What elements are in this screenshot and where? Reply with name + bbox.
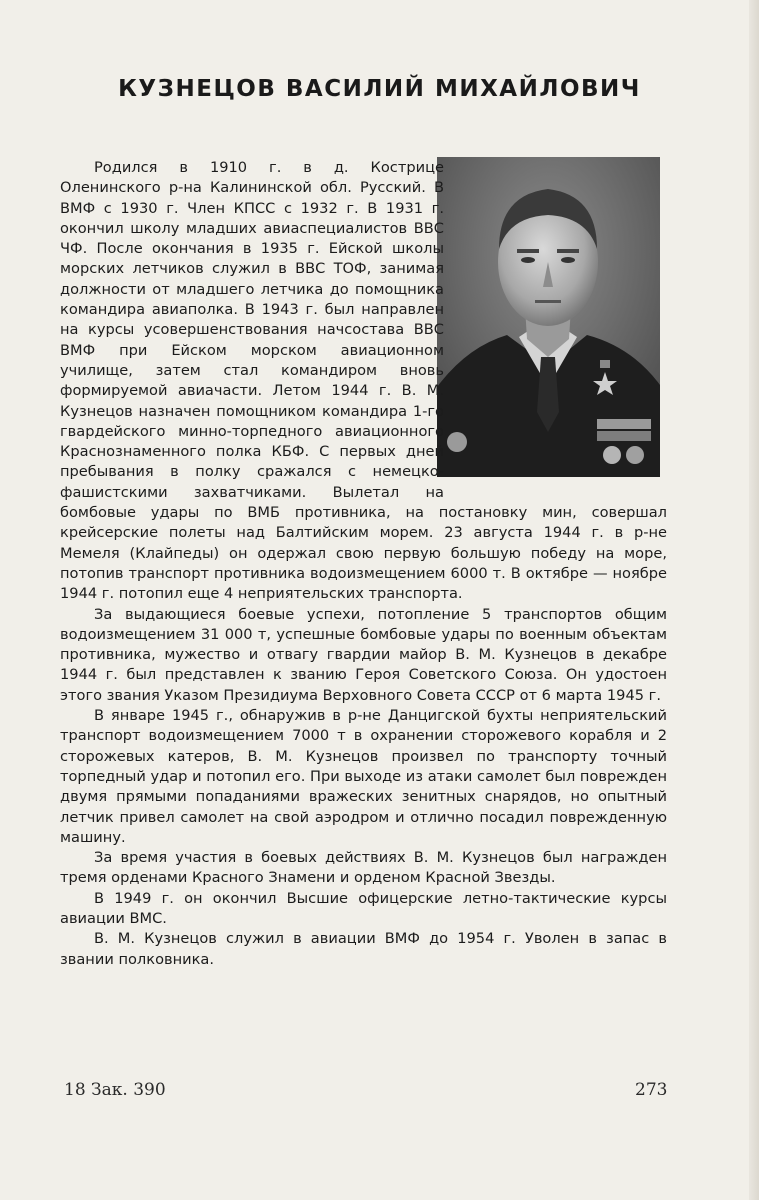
- paragraph: За время участия в боевых действиях В. М. Кузнецов был награжден тремя орденами Красного Знамени и орденом Красной Звезды.: [60, 849, 667, 887]
- paragraph: В 1949 г. он окончил Высшие офицерские летно-тактические курсы авиации ВМС.: [60, 889, 667, 927]
- article-body: [60, 158, 667, 970]
- photo-wrap-spacer: [444, 158, 667, 503]
- paragraph: В январе 1945 г., обнаружив в р-не Данцигской бухты неприятельский транспорт водоизмещением 7000 т в охранении сторожевого корабля и 2 сторожевых катеров, В. М. Кузнецов произвел по транспорту точный торпедный удар и потопил его. При выходе из атаки самолет был поврежден двумя прямыми попаданиями вражеских зенитных снарядов, но опытный летчик привел самолет на свой аэродром и отлично посадил поврежденную машину.: [60, 707, 667, 846]
- printer-signature: 18 Зак. 390: [64, 1080, 166, 1100]
- paragraph: Родился в 1910 г. в д. Кострице Оленинского р-на Калининской обл. Русский. В ВМФ с 1930 г. Член КПСС с 1932 г. В 1931 г. окончил школу младших авиаспециалистов ВВС ЧФ. После окончания в 1935 г. Ейской школы морских летчиков служил в ВВС ТОФ, занимая должности от младшего летчика до помощника командира авиаполка. В 1943 г. был направлен на курсы усовершенствования начсостава ВВС ВМФ при Ейском морском авиационном училище, затем стал командиром вновь формируемой авиачасти. Летом 1944 г. В. М. Кузнецов назначен помощником командира 1-го гвардейского минно-торпедного авиационного Краснознаменного полка КБФ. С первых дней пребывания в полку сражался с немецко-фашистскими захватчиками. Вылетал на бомбовые удары по ВМБ противника, на постановку мин, совершал крейсерские полеты над Балтийским морем. 23 августа 1944 г. в р-не Мемеля (Клайпеды) он одержал свою первую большую победу на море, потопив транспорт противника водоизмещением 6000 т. В октябре — ноябре 1944 г. потопил еще 4 неприятельских транспорта.: [60, 159, 667, 603]
- paragraph: В. М. Кузнецов служил в авиации ВМФ до 1954 г. Уволен в запас в звании полковника.: [60, 930, 667, 968]
- page-edge: [749, 0, 759, 1200]
- page-title: КУЗНЕЦОВ ВАСИЛИЙ МИХАЙЛОВИЧ: [118, 76, 641, 102]
- paragraph: За выдающиеся боевые успехи, потопление 5 транспортов общим водоизмещением 31 000 т, успешные бомбовые удары по военным объектам противника, мужество и отвагу гвардии майор В. М. Кузнецов в декабре 1944 г. был представлен к званию Героя Советского Союза. Он удостоен этого звания Указом Президиума Верховного Совета СССР от 6 марта 1945 г.: [60, 605, 667, 704]
- page-number: 273: [635, 1080, 668, 1100]
